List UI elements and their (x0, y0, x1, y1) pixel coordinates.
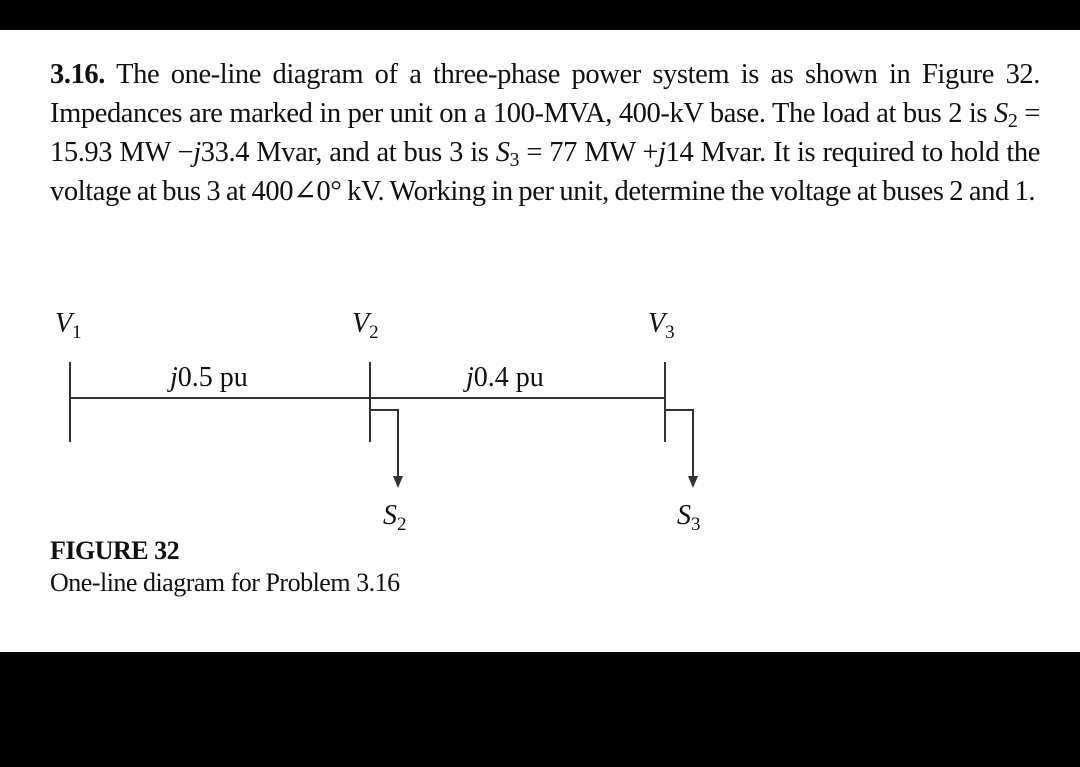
one-line-diagram (0, 280, 1080, 540)
figure-label: FIGURE 32 (50, 536, 180, 565)
j-operator-2: j (658, 137, 666, 168)
s2-symbol: S (994, 98, 1008, 129)
load-2-feeder (370, 410, 398, 478)
problem-statement (50, 55, 1040, 211)
problem-text-5: 14 Mvar. It is required to hold the voltage at bus 3 at 400∠0° kV. Working in per unit, determine the voltage at buses 2 and 1. (50, 137, 1041, 207)
figure-caption-text: One-line diagram for Problem 3.16 (50, 568, 400, 597)
problem-text-2: = 15.93 MW − (50, 98, 1040, 168)
s2-subscript: 2 (1007, 109, 1018, 132)
problem-number: 3.16. (50, 59, 106, 90)
document-page (0, 30, 1080, 652)
load-3-label: $S_3$ (677, 500, 701, 535)
line-1-2-impedance: j0.5 pu (170, 362, 248, 393)
bus-2-label: $V_2$ (352, 308, 379, 343)
line-2-3-impedance: j0.4 pu (466, 362, 544, 393)
problem-text-1: The one-line diagram of a three-phase power system is as shown in Figure 32. Impedances are marked in per unit on a 100-MVA, 400-kV base. The load at bus 2 is (50, 59, 1040, 129)
bus-1-label: $V_1$ (55, 308, 82, 343)
load-3-feeder (665, 410, 693, 478)
figure-caption (50, 535, 400, 599)
j-operator-1: j (193, 137, 201, 168)
s3-subscript: 3 (509, 148, 520, 171)
load-2-label: $S_2$ (383, 500, 407, 535)
problem-text-4: = 77 MW + (519, 137, 659, 168)
load-2-arrow (393, 476, 403, 488)
s3-symbol: S (495, 137, 510, 168)
load-3-arrow (688, 476, 698, 488)
bus-3-label: $V_3$ (648, 308, 675, 343)
problem-text-3: 33.4 Mvar, and at bus 3 is (200, 137, 496, 168)
